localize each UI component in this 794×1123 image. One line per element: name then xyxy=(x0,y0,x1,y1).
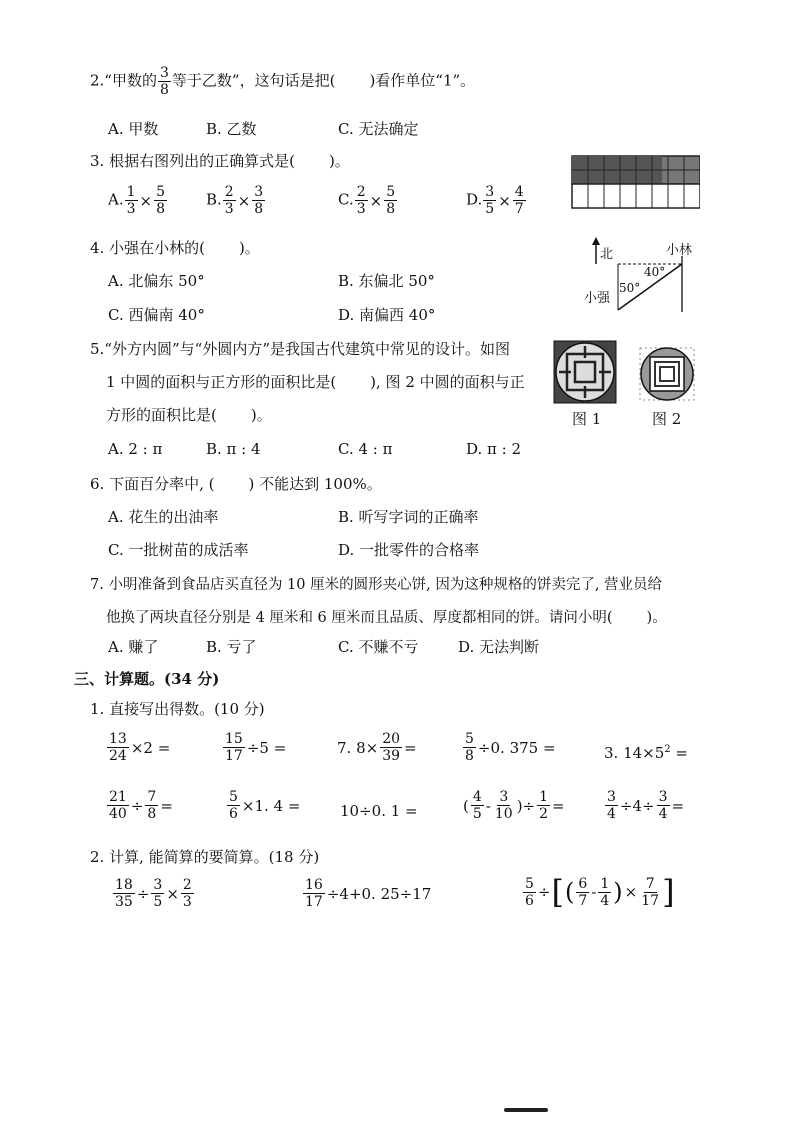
calc2-expr-3: $\frac{5}{6}$ ÷[( $\frac{6}{7}$ - $\frac{1}{4}$ ) × $\frac{7}{17}$ ] xyxy=(525,873,675,911)
calc1-heading: 1. 直接写出得数。(10 分) xyxy=(90,700,265,718)
xiaolin-label: 小林 xyxy=(666,243,693,258)
calc1-expr-8: 10÷0. 1 = xyxy=(340,802,418,820)
q6-option-b: B. 听写字词的正确率 xyxy=(338,508,479,526)
angle-40-label: 40° xyxy=(644,265,666,279)
q5-figure1-caption: 图 1 xyxy=(572,410,602,428)
q4-option-b: B. 东偏北 50° xyxy=(338,272,435,290)
q6-stem: 6. 下面百分率中, ( ) 不能达到 100%。 xyxy=(90,475,382,493)
page-footer-mark xyxy=(504,1108,548,1112)
q5-figure1-pattern xyxy=(553,340,617,404)
q5-option-b: B. π : 4 xyxy=(206,440,261,458)
q5-line1: 5.“外方内圆”与“外圆内方”是我国古代建筑中常见的设计。如图 xyxy=(90,340,510,358)
calc2-heading: 2. 计算, 能简算的要简算。(18 分) xyxy=(90,848,320,866)
calc2-expr-2: $\frac{16}{17}$ ÷4+0. 25÷17 xyxy=(305,877,432,910)
q4-direction-figure xyxy=(582,236,702,316)
q7-option-b: B. 亏了 xyxy=(206,638,257,656)
q2-stem: 2.“甲数的 $\frac{3}{8}$ 等于乙数”，这句话是把( )看作单位“1”。 xyxy=(90,65,476,98)
q3-stem: 3. 根据右图列出的正确算式是( )。 xyxy=(90,152,350,170)
calc1-expr-1: $\frac{13}{24}$ ×2 = xyxy=(109,731,171,764)
q5-option-a: A. 2 : π xyxy=(108,440,163,458)
q6-option-a: A. 花生的出油率 xyxy=(108,508,219,526)
q7-option-c: C. 不赚不亏 xyxy=(338,638,419,656)
q2-fraction: $\frac{3}{8}$ xyxy=(159,65,169,98)
q5-option-d: D. π : 2 xyxy=(466,440,522,458)
q7-option-a: A. 赚了 xyxy=(108,638,159,656)
q5-line3: 方形的面积比是( )。 xyxy=(106,406,272,424)
q7-line1: 7. 小明准备到食品店买直径为 10 厘米的圆形夹心饼, 因为这种规格的饼卖完了, 营业员给 xyxy=(90,577,663,593)
north-label: 北 xyxy=(600,247,614,262)
section3-title: 三、计算题。(34 分) xyxy=(74,670,220,688)
q7-line2: 他换了两块直径分别是 4 厘米和 6 厘米而且品质、厚度都相同的饼。请问小明( )。 xyxy=(106,610,667,626)
q3-option-c: C. $\frac{2}{3}$ × $\frac{5}{8}$ xyxy=(338,184,396,217)
q3-grid-figure xyxy=(570,154,700,210)
q5-figure2-pattern xyxy=(638,344,696,404)
calc1-expr-7: $\frac{5}{6}$ ×1. 4 = xyxy=(229,789,301,822)
calc1-expr-9: ( $\frac{4}{5}$ - $\frac{3}{10}$ )÷ $\frac{1}{2}$ = xyxy=(463,789,565,822)
q2-option-a: A. 甲数 xyxy=(108,120,159,138)
q3-option-b: B. $\frac{2}{3}$ × $\frac{3}{8}$ xyxy=(206,184,264,217)
calc1-expr-2: $\frac{15}{17}$ ÷5 = xyxy=(225,731,287,764)
q6-option-c: C. 一批树苗的成活率 xyxy=(108,541,249,559)
q4-option-d: D. 南偏西 40° xyxy=(338,306,436,324)
q4-option-a: A. 北偏东 50° xyxy=(108,272,205,290)
q4-stem: 4. 小强在小林的( )。 xyxy=(90,239,260,257)
q7-option-d: D. 无法判断 xyxy=(458,638,540,656)
calc1-expr-4: $\frac{5}{8}$ ÷0. 375 = xyxy=(465,731,556,764)
q5-option-c: C. 4 : π xyxy=(338,440,393,458)
calc1-expr-6: $\frac{21}{40}$ ÷ $\frac{7}{8}$ = xyxy=(109,789,173,822)
angle-50-label: 50° xyxy=(619,281,641,295)
xiaoqiang-label: 小强 xyxy=(584,291,611,306)
q5-figure2-caption: 图 2 xyxy=(652,410,682,428)
q2-option-c: C. 无法确定 xyxy=(338,120,419,138)
calc1-expr-3: 7. 8× $\frac{20}{39}$ = xyxy=(337,731,417,764)
q3-option-d: D. $\frac{3}{5}$ × $\frac{4}{7}$ xyxy=(466,184,524,217)
q2-option-b: B. 乙数 xyxy=(206,120,257,138)
calc2-expr-1: $\frac{18}{35}$ ÷ $\frac{3}{5}$ × $\frac{2}{3}$ xyxy=(115,877,192,910)
calc1-expr-5: 3. $14\times 5^2$ = xyxy=(604,744,688,762)
q5-line2: 1 中圆的面积与正方形的面积比是( ), 图 2 中圆的面积与正 xyxy=(106,373,525,391)
q4-option-c: C. 西偏南 40° xyxy=(108,306,205,324)
q3-option-a: A. $\frac{1}{3}$ × $\frac{5}{8}$ xyxy=(108,184,166,217)
calc1-expr-10: $\frac{3}{4}$ ÷4÷ $\frac{3}{4}$ = xyxy=(607,789,685,822)
q6-option-d: D. 一批零件的合格率 xyxy=(338,541,480,559)
